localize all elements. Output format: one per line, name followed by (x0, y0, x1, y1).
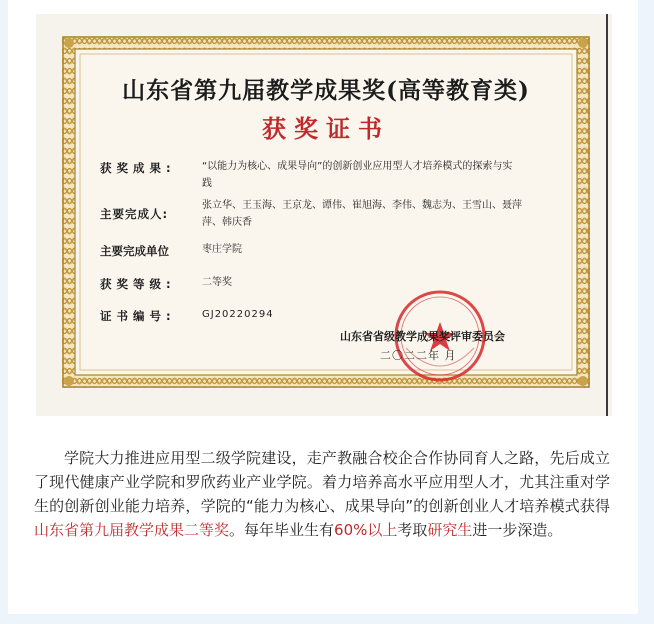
field-label: 主要完成单位 (100, 244, 169, 258)
issue-date: 二〇二二年 月 (380, 349, 457, 362)
award-highlight: 山东省第九届教学成果二等奖 (34, 521, 230, 539)
field-value: “以能力为核心、成果导向”的创新创业应用型人才培养模式的探索与实践 (202, 161, 513, 189)
field-value: 枣庄学院 (202, 244, 242, 255)
field-label: 证书编号: (100, 309, 176, 323)
field-label: 主要完成人: (100, 207, 169, 221)
paragraph-text: 。每年毕业生有 (229, 521, 335, 539)
field-value: 张立华、王玉海、王京龙、谭伟、崔旭海、李伟、魏志为、王雪山、聂萍萍、韩庆香 (202, 200, 522, 228)
paragraph-text: 进一步深造。 (472, 521, 563, 539)
paragraph-text: 考取 (397, 521, 428, 539)
photo-edge-line (606, 14, 608, 416)
certificate-subtitle: 获奖证书 (262, 114, 390, 143)
paragraph-text: 学院大力推进应用型二级学院建设，走产教融合校企合作协同育人之路，先后成立了现代健康产业学院和罗欣药业产业学院。着力培养高水平应用型人才，尤其注重对学生的创新创业能力培养，学院的“能力为核心、成果导向”的创新创业人才培养模式获得 (34, 449, 610, 515)
description-paragraph (34, 446, 610, 542)
certificate-image (62, 36, 590, 388)
issuer-name: 山东省省级教学成果奖评审委员会 (340, 330, 505, 343)
percentage-highlight: 60%以上 (334, 521, 398, 539)
field-value: GJ20220294 (202, 309, 274, 320)
field-label: 获奖等级: (100, 277, 176, 291)
field-value: 二等奖 (202, 277, 232, 288)
graduate-highlight: 研究生 (427, 521, 473, 539)
field-label: 获奖成果: (100, 161, 176, 175)
certificate-title: 山东省第九届教学成果奖(高等教育类) (122, 77, 530, 104)
